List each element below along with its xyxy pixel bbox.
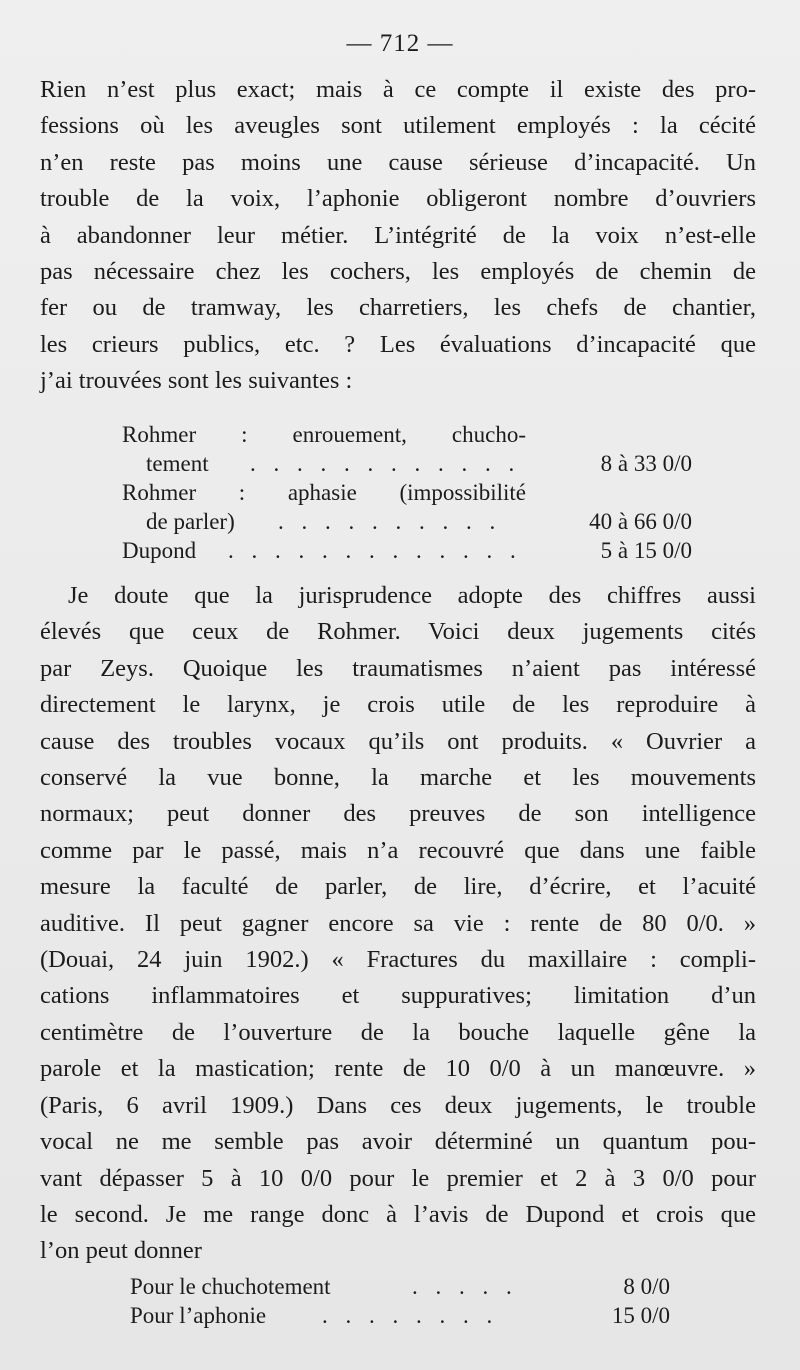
leader-dots: . . . . . . . . . . . . . — [228, 538, 522, 563]
evaluation-label: Dupond — [122, 538, 197, 563]
text-line: directement le larynx, je crois utile de les reproduire à — [40, 691, 756, 719]
evaluation-label: tement — [146, 451, 209, 476]
text-line: pas nécessaire chez les cochers, les employés de chemin de — [40, 258, 756, 286]
page-number: — 712 — — [346, 30, 454, 57]
evaluation-value: 40 à 66 0/0 — [589, 509, 692, 534]
table-row — [130, 1272, 690, 1301]
leader-dots: . . . . . . . . — [322, 1303, 499, 1328]
table-row — [122, 478, 702, 507]
text-line: fessions où les aveugles sont utilement employés : la cécité — [40, 112, 756, 140]
paragraph-2 — [40, 578, 756, 1270]
text-line: les crieurs publics, etc. ? Les évaluations d’incapacité que — [40, 330, 756, 358]
text-line: parole et la mastication; rente de 10 0/0 à un manœuvre. » — [40, 1055, 756, 1083]
text-line: conservé la vue bonne, la marche et les mouvements — [40, 764, 756, 792]
evaluation-label: de parler) — [146, 509, 235, 534]
evaluation-value: 5 à 15 0/0 — [600, 538, 692, 563]
final-label: Pour le chuchotement — [130, 1274, 331, 1299]
final-table — [130, 1272, 690, 1330]
text-line: (Paris, 6 avril 1909.) Dans ces deux jugements, le trouble — [40, 1091, 756, 1119]
table-row — [122, 536, 702, 565]
table-row — [122, 507, 702, 536]
evaluations-table — [122, 420, 702, 565]
text-line: à abandonner leur métier. L’intégrité de la voix n’est-elle — [40, 221, 756, 249]
text-line: mesure la faculté de parler, de lire, d’écrire, et l’acuité — [40, 873, 756, 901]
text-line: trouble de la voix, l’aphonie obligeront nombre d’ouvriers — [40, 185, 756, 213]
text-line: Je doute que la jurisprudence adopte des chiffres aussi — [68, 582, 756, 609]
final-value: 8 0/0 — [623, 1274, 670, 1299]
text-line: j’ai trouvées sont les suivantes : — [40, 367, 353, 395]
text-line: l’on peut donner — [40, 1237, 202, 1265]
final-label: Pour l’aphonie — [130, 1303, 267, 1328]
text-line: comme par le passé, mais n’a recouvré que dans une faible — [40, 836, 756, 864]
leader-dots: . . . . . — [412, 1274, 518, 1299]
evaluation-value: 8 à 33 0/0 — [600, 451, 692, 476]
text-line: fer ou de tramway, les charretiers, les chefs de chantier, — [40, 294, 756, 322]
text-line: Rien n’est plus exact; mais à ce compte il existe des pro- — [40, 76, 756, 103]
evaluation-label: Rohmer : enrouement, chucho- — [122, 422, 526, 447]
text-line: (Douai, 24 juin 1902.) « Fractures du maxillaire : compli- — [40, 946, 756, 974]
table-row — [122, 420, 702, 449]
leader-dots: . . . . . . . . . . . . — [250, 451, 521, 476]
text-line: centimètre de l’ouverture de la bouche laquelle gêne la — [40, 1018, 756, 1046]
evaluation-label: Rohmer : aphasie (impossibilité — [122, 480, 526, 505]
final-value: 15 0/0 — [611, 1303, 670, 1328]
text-line: cause des troubles vocaux qu’ils ont produits. « Ouvrier a — [40, 727, 756, 755]
text-line: cations inflammatoires et suppuratives; limitation d’un — [40, 982, 756, 1010]
text-line: le second. Je me range donc à l’avis de Dupond et crois que — [40, 1200, 756, 1228]
leader-dots: . . . . . . . . . . — [278, 509, 502, 534]
text-line: vocal ne me semble pas avoir déterminé un quantum pou- — [40, 1128, 756, 1156]
text-line: n’en reste pas moins une cause sérieuse d’incapacité. Un — [40, 148, 756, 176]
text-line: auditive. Il peut gagner encore sa vie : rente de 80 0/0. » — [40, 909, 756, 937]
text-line: vant dépasser 5 à 10 0/0 pour le premier et 2 à 3 0/0 pour — [40, 1164, 756, 1192]
text-line: par Zeys. Quoique les traumatismes n’aient pas intéressé — [40, 654, 756, 682]
table-row — [130, 1301, 690, 1330]
paragraph-1 — [40, 72, 756, 400]
table-row — [122, 449, 702, 478]
text-line: élevés que ceux de Rohmer. Voici deux jugements cités — [40, 618, 756, 646]
text-line: normaux; peut donner des preuves de son intelligence — [40, 800, 756, 828]
